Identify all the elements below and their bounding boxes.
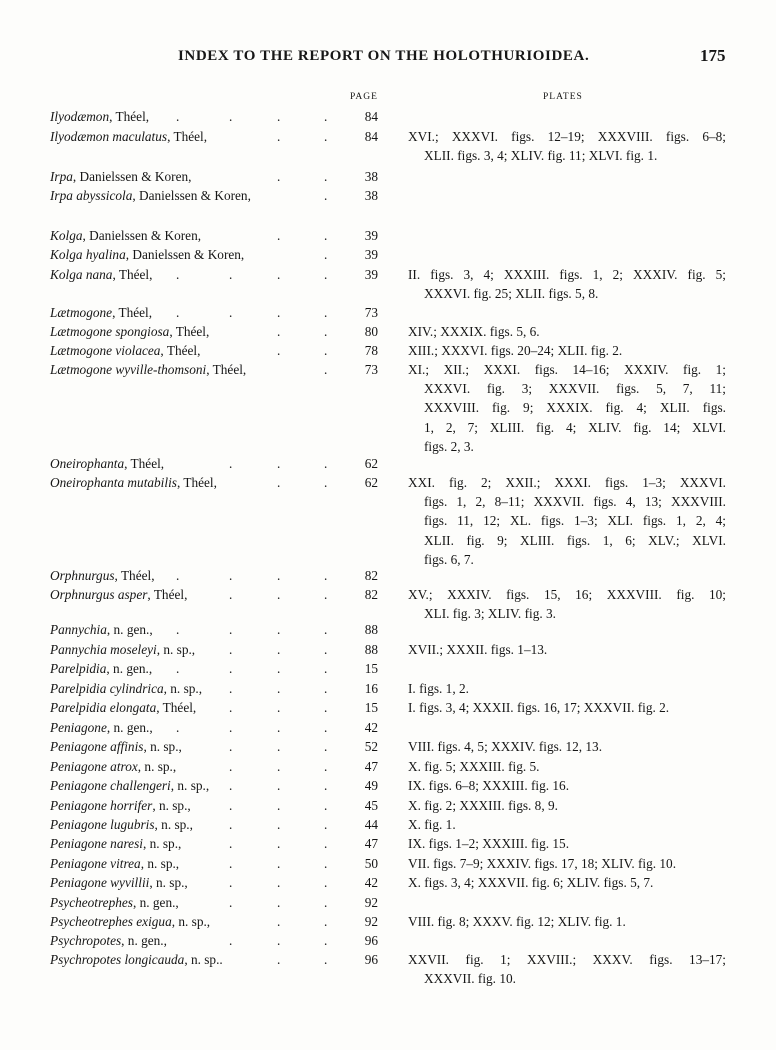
leader-dot: .: [277, 895, 281, 910]
plates-line: II. figs. 3, 4; XXXIII. figs. 1, 2; XXXIV. fig. 5;: [408, 267, 726, 282]
entry-page: 80: [364, 324, 378, 339]
entry-plates: [408, 265, 726, 303]
leader-dot: .: [324, 817, 328, 832]
taxon-name: Peniagone challengeri: [50, 778, 171, 793]
entry-page: 47: [364, 836, 378, 851]
entry-name: [50, 265, 152, 284]
leader-dot: .: [277, 305, 281, 320]
taxon-name: Irpa abyssicola: [50, 188, 133, 203]
leader-dot: .: [324, 188, 328, 203]
author-name: , Théel,: [156, 700, 197, 715]
taxon-name: Parelpidia cylindrica: [50, 681, 164, 696]
index-entry: [0, 950, 776, 988]
author-name: , n. sp.,: [140, 856, 180, 871]
author-name: , n. sp.,: [156, 642, 196, 657]
leader-dot: .: [229, 267, 233, 282]
leader-dot: .: [277, 475, 281, 490]
taxon-name: Ilyodæmon maculatus: [50, 129, 168, 144]
entry-page: 38: [364, 188, 378, 203]
leader-dot: .: [324, 856, 328, 871]
leader-dot: .: [324, 739, 328, 754]
taxon-name: Psychropotes: [50, 933, 122, 948]
plates-line: XXXVIII. fig. 9; XXXIX. fig. 4; XLII. figs.: [424, 400, 726, 416]
leader-dot: .: [324, 475, 328, 490]
plates-line: X. fig. 5; XXXIII. fig. 5.: [408, 759, 540, 774]
entry-name: [50, 566, 155, 585]
entry-name: [50, 718, 153, 737]
taxon-name: Peniagone horrifer: [50, 798, 153, 813]
author-name: , Théel,: [167, 129, 208, 144]
leader-dot: .: [229, 875, 233, 890]
leader-dot: .: [277, 681, 281, 696]
taxon-name: Lætmogone wyville-thomsoni: [50, 362, 207, 377]
taxon-name: Orphnurgus: [50, 568, 115, 583]
plates-line: IX. figs. 1–2; XXXIII. fig. 15.: [408, 836, 570, 851]
author-name: , n. sp.,: [171, 914, 211, 929]
entry-name: [50, 757, 176, 776]
leader-dot: .: [324, 587, 328, 602]
leader-dot: .: [229, 700, 233, 715]
leader-dot: .: [324, 952, 328, 967]
leader-dot: .: [277, 169, 281, 184]
entry-plates: [408, 127, 726, 165]
leader-dot: .: [324, 798, 328, 813]
leader-dot: .: [229, 587, 233, 602]
leader-dot: .: [229, 778, 233, 793]
leader-dot: .: [324, 759, 328, 774]
author-name: , Théel,: [109, 109, 150, 124]
author-name: , Théel,: [147, 587, 188, 602]
author-name: , n. sp.,: [149, 875, 188, 890]
leader-dot: .: [324, 778, 328, 793]
plates-line: figs. 11, 12; XL. figs. 1–3; XLI. figs. 1, 2, 4;: [424, 513, 726, 529]
author-name: , Danielssen & Koren,: [125, 247, 245, 262]
entry-name: [50, 167, 191, 186]
author-name: , n. sp.,: [170, 778, 210, 793]
plates-line: XVII.; XXXII. figs. 1–13.: [408, 642, 548, 657]
entry-plates: [408, 796, 726, 815]
leader-dot: .: [277, 228, 281, 243]
taxon-name: Pannychia: [50, 622, 107, 637]
leader-dot: .: [229, 681, 233, 696]
author-name: , Théel,: [114, 568, 155, 583]
leader-dot: .: [324, 895, 328, 910]
entry-page: 45: [364, 798, 378, 813]
author-name: , Danielssen & Koren,: [72, 169, 192, 184]
author-name: , Danielssen & Koren,: [132, 188, 251, 203]
plates-line: XLI. fig. 3; XLIV. fig. 3.: [424, 606, 556, 622]
entry-name: [50, 226, 201, 245]
leader-dot: .: [229, 456, 233, 471]
leader-dot: .: [277, 720, 281, 735]
leader-dot: .: [277, 324, 281, 339]
leader-dot: .: [277, 129, 281, 144]
entry-page: 78: [364, 343, 378, 358]
leader-dot: .: [277, 933, 281, 948]
leader-dot: .: [324, 247, 328, 262]
entry-plates: [408, 815, 726, 834]
plates-line: figs. 1, 2, 8–11; XXXVII. figs. 4, 13; XXXVIII.: [424, 494, 726, 510]
leader-dot: .: [176, 267, 180, 282]
leader-dot: .: [229, 817, 233, 832]
leader-dot: .: [176, 720, 180, 735]
entry-name: [50, 585, 187, 604]
entry-page: 38: [364, 169, 378, 184]
plates-line: XI.; XII.; XXXI. figs. 14–16; XXXIV. fig. 1;: [408, 362, 726, 377]
plates-line: X. fig. 2; XXXIII. figs. 8, 9.: [408, 798, 558, 813]
entry-page: 39: [364, 267, 378, 282]
leader-dot: .: [277, 587, 281, 602]
entry-page: 52: [364, 739, 378, 754]
leader-dot: .: [229, 661, 233, 676]
index-entry: [0, 265, 776, 303]
plates-line: XXXVII. fig. 10.: [424, 971, 516, 987]
entry-plates: [408, 473, 726, 569]
leader-dot: .: [277, 661, 281, 676]
leader-dot: .: [229, 720, 233, 735]
entry-page: 16: [364, 681, 378, 696]
entry-page: 39: [364, 228, 378, 243]
entry-name: [50, 473, 217, 492]
entry-name: [50, 303, 152, 322]
plates-line: VIII. fig. 8; XXXV. fig. 12; XLIV. fig. 1.: [408, 914, 626, 929]
entry-name: [50, 640, 195, 659]
entry-page: 82: [364, 568, 378, 583]
entry-name: [50, 659, 152, 678]
entry-page: 62: [364, 475, 378, 490]
leader-dot: .: [324, 700, 328, 715]
entry-page: 15: [364, 661, 378, 676]
plates-line: XXI. fig. 2; XXII.; XXXI. figs. 1–3; XXXVI.: [408, 475, 726, 490]
entry-name: [50, 620, 153, 639]
taxon-name: Orphnurgus asper: [50, 587, 148, 602]
taxon-name: Peniagone wyvillii: [50, 875, 150, 890]
entry-page: 50: [364, 856, 378, 871]
entry-name: [50, 322, 209, 341]
column-header-plates: PLATES: [543, 92, 583, 102]
leader-dot: .: [324, 109, 328, 124]
taxon-name: Lætmogone: [50, 305, 113, 320]
leader-dot: .: [277, 817, 281, 832]
entry-page: 73: [364, 305, 378, 320]
leader-dot: .: [277, 622, 281, 637]
author-name: , n. sp..: [184, 952, 223, 967]
entry-plates: [408, 341, 726, 360]
taxon-name: Pannychia moseleyi: [50, 642, 157, 657]
taxon-name: Oneirophanta mutabilis: [50, 475, 177, 490]
plates-line: X. fig. 1.: [408, 817, 456, 832]
taxon-name: Peniagone vitrea: [50, 856, 141, 871]
plates-line: XLII. fig. 9; XLIII. figs. 1, 6; XLV.; XLVI.: [424, 532, 726, 548]
author-name: , n. sp.,: [154, 817, 193, 832]
entry-name: [50, 679, 202, 698]
author-name: , n. gen.,: [106, 661, 153, 676]
entry-plates: [408, 360, 726, 456]
entry-page: 39: [364, 247, 378, 262]
leader-dot: .: [229, 622, 233, 637]
entry-name: [50, 854, 179, 873]
entry-name: [50, 893, 179, 912]
author-name: , Théel,: [124, 456, 165, 471]
author-name: , Théel,: [112, 305, 153, 320]
taxon-name: Lætmogone spongiosa: [50, 324, 170, 339]
entry-plates: [408, 698, 726, 717]
entry-name: [50, 815, 193, 834]
leader-dot: .: [176, 661, 180, 676]
plates-line: figs. 6, 7.: [424, 551, 474, 567]
entry-page: 96: [364, 952, 378, 967]
entry-page: 42: [364, 875, 378, 890]
taxon-name: Peniagone naresi: [50, 836, 143, 851]
entry-name: [50, 186, 251, 205]
leader-dot: .: [324, 343, 328, 358]
leader-dot: .: [229, 759, 233, 774]
entry-name: [50, 454, 164, 473]
leader-dot: .: [229, 109, 233, 124]
column-header-page: PAGE: [350, 92, 378, 102]
leader-dot: .: [229, 856, 233, 871]
entry-name: [50, 698, 196, 717]
entry-page: 92: [364, 914, 378, 929]
entry-name: [50, 950, 223, 969]
taxon-name: Peniagone lugubris: [50, 817, 155, 832]
taxon-name: Peniagone affinis: [50, 739, 144, 754]
taxon-name: Psycheotrephes exigua: [50, 914, 172, 929]
leader-dot: .: [277, 267, 281, 282]
entry-plates: [408, 757, 726, 776]
entry-name: [50, 737, 182, 756]
taxon-name: Kolga: [50, 228, 83, 243]
taxon-name: Psychropotes longicauda: [50, 952, 185, 967]
leader-dot: .: [229, 798, 233, 813]
leader-dot: .: [324, 568, 328, 583]
leader-dot: .: [324, 228, 328, 243]
leader-dot: .: [324, 129, 328, 144]
leader-dot: .: [277, 700, 281, 715]
plates-line: XV.; XXXIV. figs. 15, 16; XXXVIII. fig. 10;: [408, 587, 726, 602]
leader-dot: .: [324, 362, 328, 377]
entry-page: 73: [364, 362, 378, 377]
leader-dot: .: [324, 875, 328, 890]
entry-plates: [408, 737, 726, 756]
running-title: INDEX TO THE REPORT ON THE HOLOTHURIOIDEA.: [178, 48, 590, 64]
leader-dot: .: [277, 759, 281, 774]
taxon-name: Kolga nana: [50, 267, 113, 282]
author-name: , n. gen.,: [106, 622, 153, 637]
leader-dot: .: [176, 109, 180, 124]
author-name: , n. gen.,: [121, 933, 167, 948]
leader-dot: .: [277, 856, 281, 871]
entry-page: 15: [364, 700, 378, 715]
entry-plates: [408, 585, 726, 623]
leader-dot: .: [277, 739, 281, 754]
leader-dot: .: [277, 952, 281, 967]
author-name: , n. sp.,: [137, 759, 177, 774]
author-name: , n. sp.,: [143, 739, 182, 754]
plates-line: VIII. figs. 4, 5; XXXIV. figs. 12, 13.: [408, 739, 603, 754]
author-name: , Théel,: [206, 362, 247, 377]
entry-plates: [408, 322, 726, 341]
entry-name: [50, 341, 200, 360]
leader-dot: .: [229, 305, 233, 320]
entry-plates: [408, 776, 726, 795]
plates-line: XVI.; XXXVI. figs. 12–19; XXXVIII. figs. 6–8;: [408, 129, 726, 144]
index-entry: [0, 585, 776, 623]
entry-plates: [408, 834, 726, 853]
leader-dot: .: [277, 568, 281, 583]
entry-plates: [408, 854, 726, 873]
leader-dot: .: [176, 568, 180, 583]
leader-dot: .: [229, 836, 233, 851]
author-name: , Danielssen & Koren,: [82, 228, 202, 243]
entry-page: 49: [364, 778, 378, 793]
taxon-name: Irpa: [50, 169, 73, 184]
leader-dot: .: [229, 895, 233, 910]
leader-dot: .: [277, 642, 281, 657]
author-name: , Théel,: [176, 475, 217, 490]
entry-name: [50, 796, 191, 815]
plates-line: I. figs. 1, 2.: [408, 681, 469, 696]
taxon-name: Lætmogone violacea: [50, 343, 161, 358]
page-number: 175: [700, 46, 726, 65]
entry-page: 42: [364, 720, 378, 735]
leader-dot: .: [324, 681, 328, 696]
plates-line: VII. figs. 7–9; XXXIV. figs. 17, 18; XLIV. fig. 10.: [408, 856, 677, 871]
entry-page: 44: [364, 817, 378, 832]
entry-page: 88: [364, 642, 378, 657]
plates-line: IX. figs. 6–8; XXXIII. fig. 16.: [408, 778, 570, 793]
entry-page: 92: [364, 895, 378, 910]
plates-line: I. figs. 3, 4; XXXII. figs. 16, 17; XXXVII. fig. 2.: [408, 700, 670, 715]
leader-dot: .: [277, 109, 281, 124]
leader-dot: .: [324, 836, 328, 851]
entry-name: [50, 931, 167, 950]
leader-dot: .: [176, 622, 180, 637]
entry-plates: [408, 640, 726, 659]
leader-dot: .: [229, 568, 233, 583]
plates-line: X. figs. 3, 4; XXXVII. fig. 6; XLIV. figs. 5, 7.: [408, 875, 654, 890]
author-name: , Théel,: [169, 324, 210, 339]
author-name: , n. gen.,: [106, 720, 153, 735]
leader-dot: .: [324, 324, 328, 339]
author-name: , n. gen.,: [132, 895, 179, 910]
taxon-name: Parelpidia: [50, 661, 107, 676]
plates-line: figs. 2, 3.: [424, 438, 474, 454]
leader-dot: .: [277, 778, 281, 793]
taxon-name: Psycheotrephes: [50, 895, 133, 910]
author-name: , n. sp.,: [152, 798, 191, 813]
plates-line: XXXVI. fig. 3; XXXVII. figs. 5, 7, 11;: [424, 381, 726, 397]
leader-dot: .: [176, 305, 180, 320]
entry-name: [50, 912, 210, 931]
leader-dot: .: [324, 305, 328, 320]
index-entry: [0, 127, 776, 165]
leader-dot: .: [324, 720, 328, 735]
author-name: , Théel,: [112, 267, 153, 282]
author-name: , n. sp.,: [163, 681, 203, 696]
author-name: , n. sp.,: [142, 836, 182, 851]
leader-dot: .: [324, 622, 328, 637]
leader-dot: .: [277, 343, 281, 358]
taxon-name: Kolga hyalina: [50, 247, 126, 262]
leader-dot: .: [277, 456, 281, 471]
leader-dot: .: [277, 914, 281, 929]
leader-dot: .: [324, 169, 328, 184]
plates-line: XIII.; XXXVI. figs. 20–24; XLII. fig. 2.: [408, 343, 623, 358]
author-name: , Théel,: [160, 343, 201, 358]
entry-name: [50, 245, 244, 264]
taxon-name: Peniagone: [50, 720, 107, 735]
entry-page: 62: [364, 456, 378, 471]
leader-dot: .: [277, 836, 281, 851]
plates-line: 1, 2, 7; XLIII. fig. 4; XLIV. fig. 14; XLVI.: [424, 419, 726, 435]
leader-dot: .: [277, 875, 281, 890]
entry-name: [50, 873, 188, 892]
entry-page: 84: [364, 109, 378, 124]
taxon-name: Ilyodæmon: [50, 109, 110, 124]
leader-dot: .: [324, 933, 328, 948]
entry-plates: [408, 873, 726, 892]
leader-dot: .: [277, 798, 281, 813]
entry-plates: [408, 679, 726, 698]
taxon-name: Peniagone atrox: [50, 759, 138, 774]
index-entry: [0, 360, 776, 454]
index-entry: [0, 473, 776, 567]
taxon-name: Oneirophanta: [50, 456, 125, 471]
entry-page: 96: [364, 933, 378, 948]
entry-name: [50, 776, 209, 795]
taxon-name: Parelpidia elongata: [50, 700, 157, 715]
plates-line: XXXVI. fig. 25; XLII. figs. 5, 8.: [424, 286, 599, 302]
leader-dot: .: [324, 456, 328, 471]
leader-dot: .: [229, 933, 233, 948]
leader-dot: .: [229, 739, 233, 754]
leader-dot: .: [324, 914, 328, 929]
entry-name: [50, 107, 149, 126]
index-entry: [0, 186, 776, 224]
entry-page: 88: [364, 622, 378, 637]
plates-line: XXVII. fig. 1; XXVIII.; XXXV. figs. 13–17;: [408, 952, 726, 967]
entry-page: 84: [364, 129, 378, 144]
entry-page: 47: [364, 759, 378, 774]
entry-plates: [408, 912, 726, 931]
entry-name: [50, 834, 181, 853]
entry-name: [50, 127, 207, 146]
plates-line: XIV.; XXXIX. figs. 5, 6.: [408, 324, 540, 339]
entry-name: [50, 360, 246, 379]
leader-dot: .: [229, 642, 233, 657]
entry-plates: [408, 950, 726, 988]
entry-page: 82: [364, 587, 378, 602]
leader-dot: .: [324, 267, 328, 282]
plates-line: XLII. figs. 3, 4; XLIV. fig. 11; XLVI. fig. 1.: [424, 148, 658, 164]
leader-dot: .: [324, 642, 328, 657]
leader-dot: .: [324, 661, 328, 676]
